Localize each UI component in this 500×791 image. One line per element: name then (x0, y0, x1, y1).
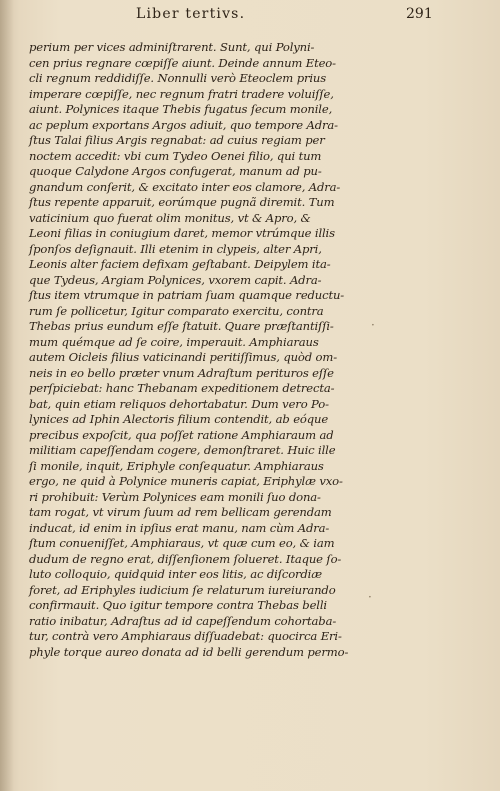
text-line: ſtum conueniſſet, Amphiaraus, vt quæ cum eo, & iam (29, 536, 335, 550)
text-line: perium per vices adminiſtrarent. Sunt, qui Polyni- (29, 40, 315, 54)
running-head: Liber tertivs. (136, 6, 246, 22)
text-line: neis in eo bello præter vnum Adraſtum perituros eſſe (29, 365, 334, 380)
text-line: inducat, id enim in ipſius erat manu, nam cùm Adra- (29, 520, 330, 535)
text-line: imperare cœpiſſe, nec regnum fratri tradere voluiſſe, (29, 86, 334, 101)
text-line: Leonis alter faciem defixam geſtabant. Deipylem ita- (29, 257, 331, 271)
text-line: confirmauit. Quo igitur tempore contra Thebas belli (29, 598, 327, 612)
text-line: ſi monile, inquit, Eriphyle conſequatur. Amphiaraus (29, 458, 324, 473)
text-line: tam rogat, vt virum ſuum ad rem bellicam gerendam (29, 505, 332, 519)
text-line: aiunt. Polynices itaque Thebis fugatus ſecum monile, (29, 102, 333, 116)
text-line: ſtus Talai filius Argis regnabat: ad cuius regiam per (29, 133, 325, 147)
text-line: ergo, ne quid à Polynice muneris capiat, Eriphylæ vxo- (29, 474, 343, 488)
text-line: luto colloquio, quidquid inter eos litis, ac diſcordiæ (29, 567, 322, 581)
text-line: ac peplum exportans Argos adiuit, quo tempore Adra- (29, 117, 338, 132)
text-line: gnandum conſerit, & excitato inter eos clamore, Adra- (29, 179, 341, 194)
text-line: Leoni filias in coniugium daret, memor vtrúmque illis (29, 226, 335, 240)
text-line: precibus expoſcit, qua poſſet ratione Amphiaraum ad (29, 427, 334, 442)
text-line: noctem accedit: vbi cum Tydeo Oenei filio, qui tum (29, 148, 322, 163)
body-text (29, 40, 361, 660)
text-line: ſponſos deſignauit. Illi etenim in clypeis, alter Apri, (29, 241, 322, 256)
margin-mark: · (371, 318, 375, 332)
text-line: mum quémque ad ſe coire, imperauit. Amphiaraus (29, 334, 319, 349)
text-line: ratio inibatur, Adraſtus ad id capeſſendum cohortaba- (29, 613, 337, 628)
text-line: cen prius regnare cœpiſſe aiunt. Deinde annum Eteo- (29, 55, 336, 70)
text-line: phyle torque aureo donata ad id belli gerendum permo- (29, 644, 349, 659)
text-line: militiam capeſſendam cogere, demonſtraret. Huic ille (29, 443, 336, 457)
text-line: Thebas prius eundum eſſe ſtatuit. Quare præſtantiſſi- (29, 319, 334, 333)
text-line: ſtus repente apparuit, eorúmque pugnã diremit. Tum (29, 195, 335, 209)
margin-mark: · (368, 590, 372, 604)
text-line: ri prohibuit: Verùm Polynices eam monili ſuo dona- (29, 489, 321, 504)
page-number: 291 (406, 6, 433, 22)
spine-shadow (0, 0, 14, 791)
text-line: bat, quin etiam reliquos dehortabatur. Dum vero Po- (29, 396, 329, 411)
text-line: ſtus item vtrumque in patriam ſuam quamque reductu- (29, 288, 345, 302)
text-line: vaticinium quo fuerat olim monitus, vt & Apro, & (29, 210, 311, 225)
text-line: autem Oicleis filius vaticinandi peritiſſimus, quòd om- (29, 350, 337, 364)
text-line: rum ſe pollicetur, Igitur comparato exercitu, contra (29, 303, 324, 318)
text-line: cli regnum reddidiſſe. Nonnulli verò Eteoclem prius (29, 71, 327, 85)
text-line: perſpiciebat: hanc Thebanam expeditionem detrecta- (29, 381, 335, 395)
text-line: dudum de regno erat, diſſenſionem ſolueret. Itaque ſo- (29, 551, 342, 566)
page-header (0, 4, 500, 34)
text-line: quoque Calydone Argos confugerat, manum ad pu- (29, 164, 322, 178)
text-line: foret, ad Eriphyles iudicium ſe relaturum iureiurando (29, 582, 336, 597)
text-line: que Tydeus, Argiam Polynices, vxorem capit. Adra- (29, 272, 322, 287)
text-line: tur, contrà vero Amphiaraus diſſuadebat: quocirca Eri- (29, 629, 342, 643)
text-line: lynices ad Iphin Alectoris filium contendit, ab eóque (29, 412, 329, 426)
